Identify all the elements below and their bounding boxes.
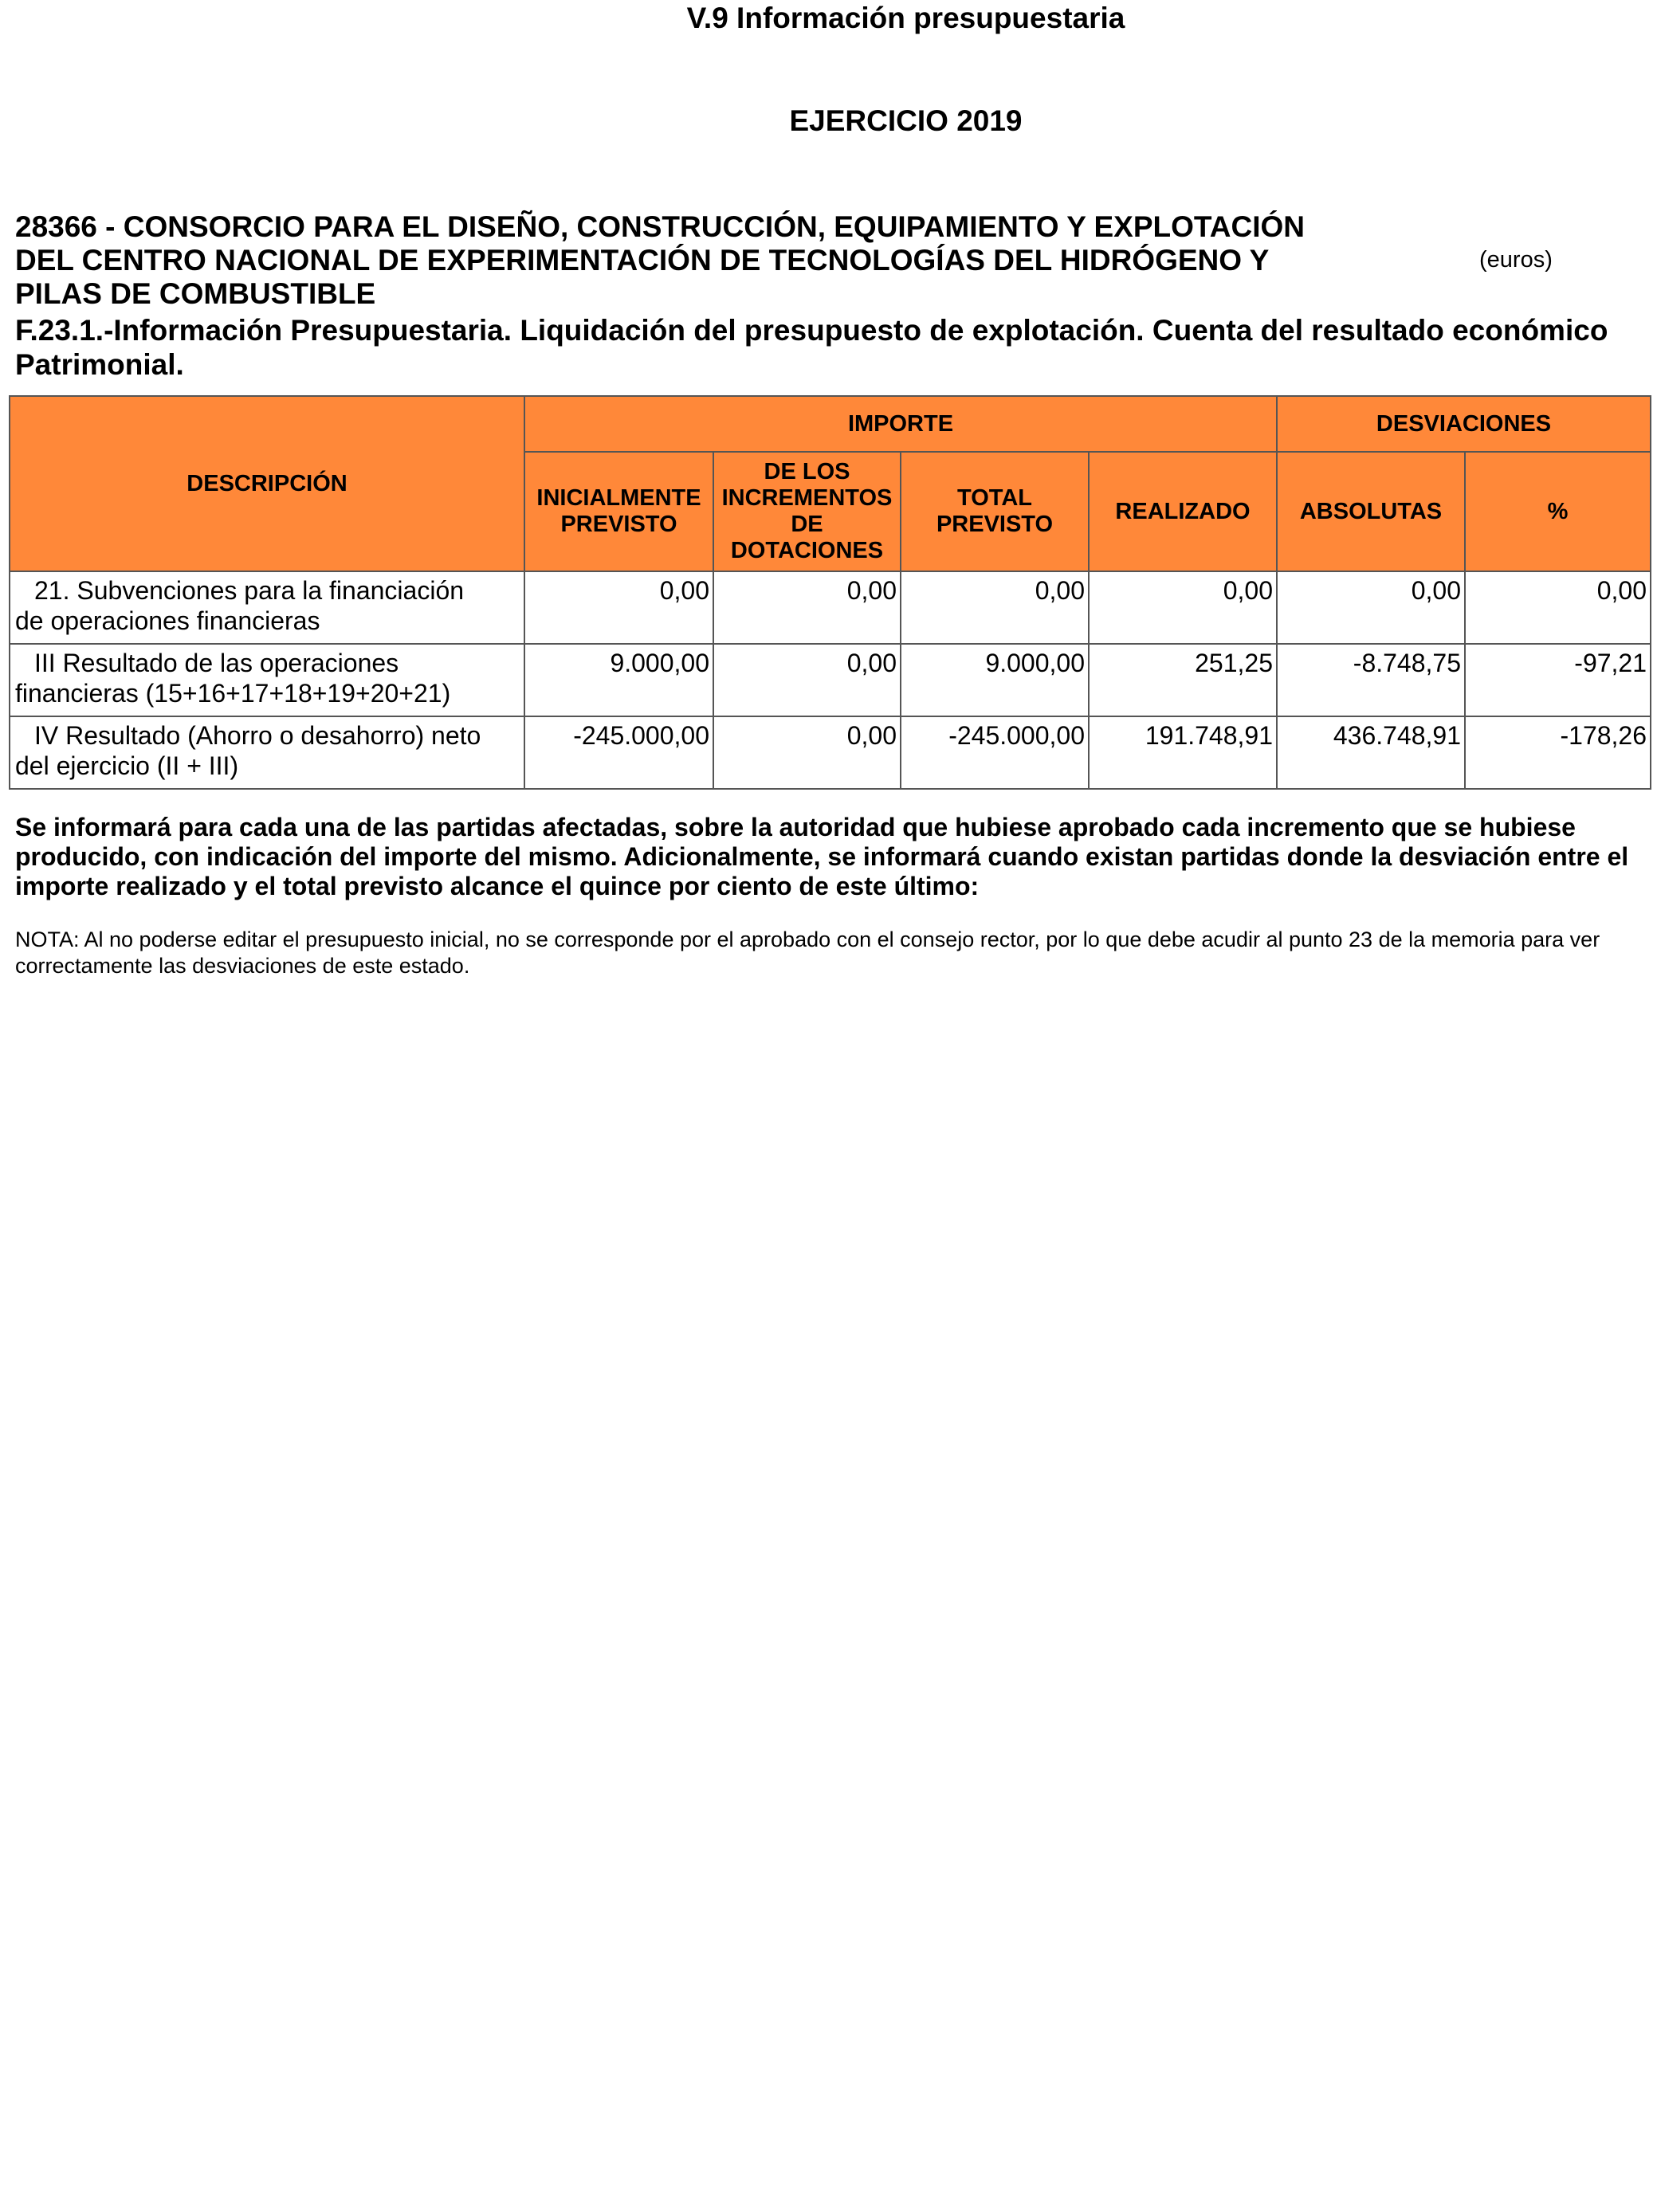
cell-porcentaje: 0,00 — [1465, 571, 1651, 644]
header-line: DE — [791, 512, 823, 537]
cell-inicialmente-previsto: 0,00 — [524, 571, 713, 644]
header-line: PREVISTO — [560, 512, 677, 537]
cell-realizado: 0,00 — [1089, 571, 1277, 644]
cell-incrementos: 0,00 — [713, 571, 901, 644]
header-inicialmente-previsto — [524, 452, 713, 571]
cell-realizado: 191.748,91 — [1089, 716, 1277, 789]
cell-porcentaje: -97,21 — [1465, 644, 1651, 716]
header-line: DE LOS — [764, 459, 850, 484]
cell-total-previsto: 9.000,00 — [901, 644, 1089, 716]
nota-text: NOTA: Al no poderse editar el presupuesto inicial, no se corresponde por el aprobado con el consejo rector, por lo que debe acudir al punto 23 de la memoria para ver correctamente las desviaciones de este estado. — [15, 928, 1600, 978]
cell-porcentaje: -178,26 — [1465, 716, 1651, 789]
row-description — [10, 716, 524, 789]
budget-table — [9, 395, 1651, 790]
row-description — [10, 571, 524, 644]
header-absolutas: ABSOLUTAS — [1277, 452, 1465, 571]
table-row — [10, 644, 1651, 716]
fiscal-year-title: EJERCICIO 2019 — [789, 104, 1023, 137]
entity-name — [15, 210, 1354, 311]
row-description — [10, 644, 524, 716]
row-description-line-1: III Resultado de las operaciones — [34, 649, 399, 677]
entity-name-line-3: PILAS DE COMBUSTIBLE — [15, 277, 376, 310]
header-line: TOTAL — [957, 485, 1032, 511]
header-line: INCREMENTOS — [721, 485, 893, 511]
row-description-line-2: de operaciones financieras — [15, 606, 320, 635]
header-descripcion: DESCRIPCIÓN — [10, 396, 524, 571]
report-title: F.23.1.-Información Presupuestaria. Liquidación del presupuesto de explotación. Cuenta del resultado económico Patrimonial. — [15, 314, 1608, 381]
row-description-line-2: financieras (15+16+17+18+19+20+21) — [15, 679, 451, 708]
header-line: INICIALMENTE — [536, 485, 701, 511]
header-line: PREVISTO — [936, 512, 1054, 537]
header-group-importe: IMPORTE — [524, 396, 1277, 452]
information-note: Se informará para cada una de las partidas afectadas, sobre la autoridad que hubiese aprobado cada incremento que se hubiese producido, con indicación del importe del mismo. Adicionalmente, se informará cuando existan partidas donde la desviación entre el importe realizado y el total previsto alcance el quince por ciento de este último: — [15, 813, 1629, 900]
table-row — [10, 716, 1651, 789]
cell-total-previsto: -245.000,00 — [901, 716, 1089, 789]
row-description-line-1: IV Resultado (Ahorro o desahorro) neto — [34, 721, 481, 750]
header-porcentaje: % — [1465, 452, 1651, 571]
entity-name-line-2: DEL CENTRO NACIONAL DE EXPERIMENTACIÓN DE TECNOLOGÍAS DEL HIDRÓGENO Y — [15, 244, 1270, 276]
cell-absolutas: 436.748,91 — [1277, 716, 1465, 789]
cell-inicialmente-previsto: -245.000,00 — [524, 716, 713, 789]
header-line: DOTACIONES — [730, 538, 884, 563]
cell-inicialmente-previsto: 9.000,00 — [524, 644, 713, 716]
header-group-desviaciones: DESVIACIONES — [1277, 396, 1651, 452]
units-label: (euros) — [1479, 247, 1553, 273]
cell-absolutas: 0,00 — [1277, 571, 1465, 644]
header-total-previsto — [901, 452, 1089, 571]
row-description-line-2: del ejercicio (II + III) — [15, 751, 239, 780]
cell-incrementos: 0,00 — [713, 716, 901, 789]
cell-realizado: 251,25 — [1089, 644, 1277, 716]
cell-total-previsto: 0,00 — [901, 571, 1089, 644]
cell-incrementos: 0,00 — [713, 644, 901, 716]
section-title: V.9 Información presupuestaria — [686, 2, 1125, 34]
entity-name-line-1: 28366 - CONSORCIO PARA EL DISEÑO, CONSTRUCCIÓN, EQUIPAMIENTO Y EXPLOTACIÓN — [15, 210, 1305, 243]
header-incrementos-dotaciones — [713, 452, 901, 571]
cell-absolutas: -8.748,75 — [1277, 644, 1465, 716]
header-realizado: REALIZADO — [1089, 452, 1277, 571]
table-row — [10, 571, 1651, 644]
row-description-line-1: 21. Subvenciones para la financiación — [34, 576, 465, 605]
